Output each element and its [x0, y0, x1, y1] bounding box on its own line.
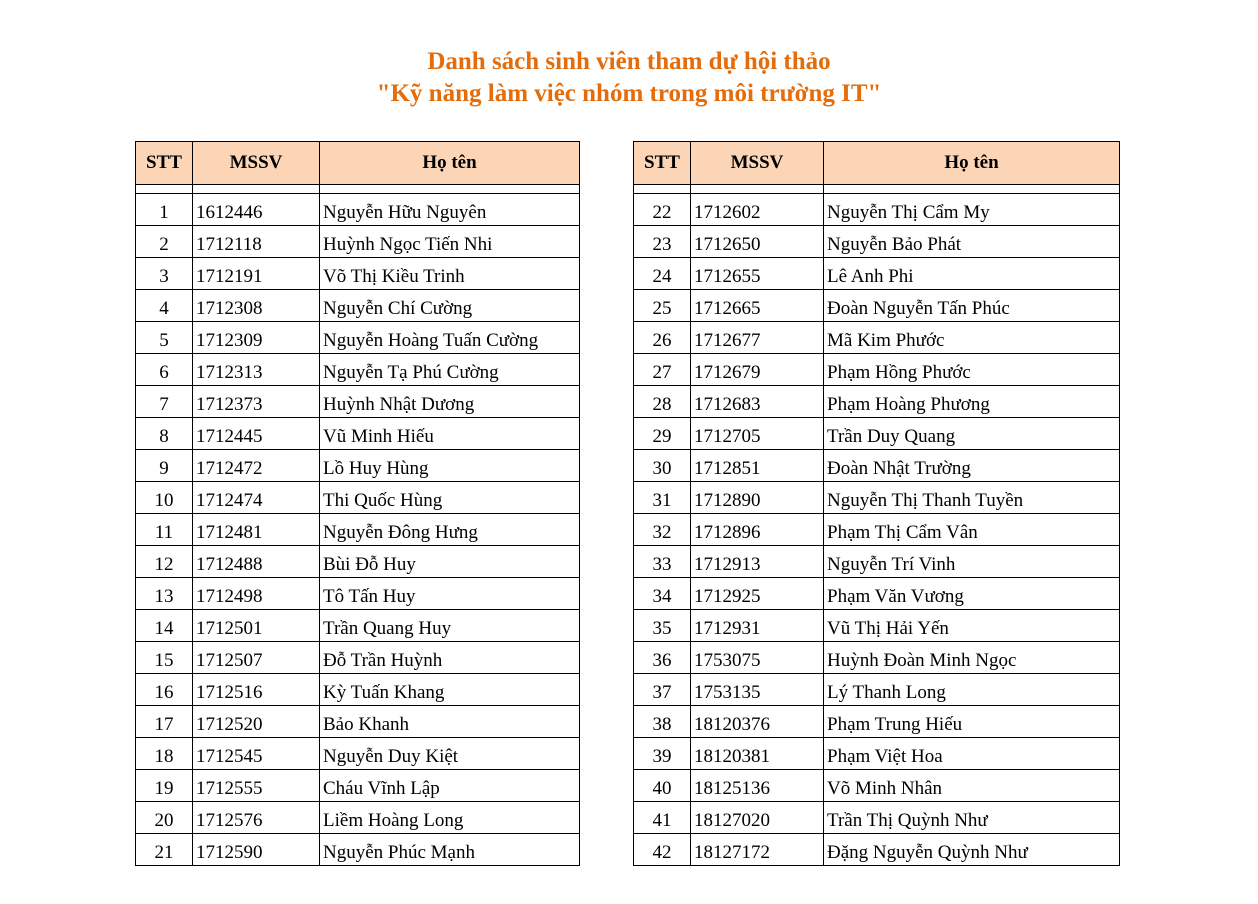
- cell-stt: 32: [634, 514, 691, 546]
- gap-cell: [691, 185, 824, 194]
- table-row: [136, 546, 580, 578]
- cell-mssv: 1712683: [691, 386, 824, 418]
- cell-mssv: 1712545: [193, 738, 320, 770]
- table-row: [136, 418, 580, 450]
- cell-stt: 29: [634, 418, 691, 450]
- cell-mssv: 18120376: [691, 706, 824, 738]
- cell-mssv: 1712481: [193, 514, 320, 546]
- cell-name: Trần Quang Huy: [320, 610, 580, 642]
- table-row: [634, 354, 1120, 386]
- cell-stt: 37: [634, 674, 691, 706]
- cell-name: Phạm Văn Vương: [824, 578, 1120, 610]
- table-row: [634, 322, 1120, 354]
- cell-name: Cháu Vĩnh Lập: [320, 770, 580, 802]
- cell-name: Huỳnh Ngọc Tiến Nhi: [320, 226, 580, 258]
- table-row: [136, 290, 580, 322]
- table-row: [634, 610, 1120, 642]
- table-row: [634, 706, 1120, 738]
- cell-mssv: 1712705: [691, 418, 824, 450]
- cell-name: Huỳnh Đoàn Minh Ngọc: [824, 642, 1120, 674]
- cell-mssv: 1712309: [193, 322, 320, 354]
- header-mssv: MSSV: [193, 142, 320, 185]
- cell-stt: 2: [136, 226, 193, 258]
- table-row: [136, 354, 580, 386]
- cell-name: Nguyễn Thị Thanh Tuyền: [824, 482, 1120, 514]
- cell-name: Võ Minh Nhân: [824, 770, 1120, 802]
- cell-mssv: 1612446: [193, 194, 320, 226]
- cell-name: Võ Thị Kiều Trinh: [320, 258, 580, 290]
- cell-stt: 41: [634, 802, 691, 834]
- cell-name: Vũ Thị Hải Yến: [824, 610, 1120, 642]
- cell-mssv: 1712576: [193, 802, 320, 834]
- cell-mssv: 1712677: [691, 322, 824, 354]
- gap-cell: [193, 185, 320, 194]
- table-body-left: [136, 185, 580, 866]
- cell-mssv: 1712890: [691, 482, 824, 514]
- cell-mssv: 1712308: [193, 290, 320, 322]
- header-name: Họ tên: [320, 142, 580, 185]
- cell-stt: 13: [136, 578, 193, 610]
- table-row: [634, 642, 1120, 674]
- cell-stt: 35: [634, 610, 691, 642]
- table-row: [634, 258, 1120, 290]
- table-row: [136, 674, 580, 706]
- table-row: [634, 226, 1120, 258]
- cell-stt: 22: [634, 194, 691, 226]
- header-gap-row: [136, 185, 580, 194]
- gap-cell: [634, 185, 691, 194]
- cell-stt: 21: [136, 834, 193, 866]
- cell-mssv: 1712913: [691, 546, 824, 578]
- cell-name: Bảo Khanh: [320, 706, 580, 738]
- cell-mssv: 1712498: [193, 578, 320, 610]
- table-row: [136, 642, 580, 674]
- cell-name: Vũ Minh Hiếu: [320, 418, 580, 450]
- cell-name: Nguyễn Thị Cẩm My: [824, 194, 1120, 226]
- cell-stt: 33: [634, 546, 691, 578]
- cell-stt: 10: [136, 482, 193, 514]
- table-row: [136, 386, 580, 418]
- cell-name: Nguyễn Tạ Phú Cường: [320, 354, 580, 386]
- cell-name: Đỗ Trần Huỳnh: [320, 642, 580, 674]
- cell-stt: 42: [634, 834, 691, 866]
- cell-name: Trần Thị Quỳnh Như: [824, 802, 1120, 834]
- table-row: [634, 450, 1120, 482]
- cell-name: Nguyễn Hữu Nguyên: [320, 194, 580, 226]
- cell-name: Thi Quốc Hùng: [320, 482, 580, 514]
- table-row: [634, 674, 1120, 706]
- header-gap-row: [634, 185, 1120, 194]
- cell-mssv: 1712191: [193, 258, 320, 290]
- cell-mssv: 1712650: [691, 226, 824, 258]
- header-stt: STT: [136, 142, 193, 185]
- cell-mssv: 1712373: [193, 386, 320, 418]
- table-row: [136, 738, 580, 770]
- gap-cell: [824, 185, 1120, 194]
- cell-mssv: 1712851: [691, 450, 824, 482]
- gap-cell: [136, 185, 193, 194]
- cell-name: Lý Thanh Long: [824, 674, 1120, 706]
- table-row: [634, 194, 1120, 226]
- cell-mssv: 1712488: [193, 546, 320, 578]
- cell-name: Lồ Huy Hùng: [320, 450, 580, 482]
- cell-name: Phạm Hồng Phước: [824, 354, 1120, 386]
- table-body-right: [634, 185, 1120, 866]
- table-row: [136, 802, 580, 834]
- cell-name: Nguyễn Phúc Mạnh: [320, 834, 580, 866]
- cell-stt: 8: [136, 418, 193, 450]
- table-row: [634, 482, 1120, 514]
- page-subtitle: "Kỹ năng làm việc nhóm trong môi trường IT": [376, 80, 882, 107]
- cell-stt: 34: [634, 578, 691, 610]
- cell-mssv: 1712896: [691, 514, 824, 546]
- cell-mssv: 1712925: [691, 578, 824, 610]
- table-row: [136, 706, 580, 738]
- cell-name: Nguyễn Duy Kiệt: [320, 738, 580, 770]
- cell-stt: 16: [136, 674, 193, 706]
- cell-stt: 36: [634, 642, 691, 674]
- cell-name: Nguyễn Đông Hưng: [320, 514, 580, 546]
- cell-mssv: 1712472: [193, 450, 320, 482]
- cell-name: Kỳ Tuấn Khang: [320, 674, 580, 706]
- cell-stt: 4: [136, 290, 193, 322]
- cell-stt: 5: [136, 322, 193, 354]
- cell-name: Đoàn Nhật Trường: [824, 450, 1120, 482]
- table-row: [634, 418, 1120, 450]
- cell-mssv: 18127020: [691, 802, 824, 834]
- cell-mssv: 18120381: [691, 738, 824, 770]
- cell-mssv: 1712555: [193, 770, 320, 802]
- cell-mssv: 1712313: [193, 354, 320, 386]
- cell-stt: 6: [136, 354, 193, 386]
- cell-name: Phạm Việt Hoa: [824, 738, 1120, 770]
- cell-stt: 19: [136, 770, 193, 802]
- table-row: [136, 610, 580, 642]
- table-row: [634, 738, 1120, 770]
- cell-stt: 27: [634, 354, 691, 386]
- table-row: [136, 770, 580, 802]
- header-name: Họ tên: [824, 142, 1120, 185]
- cell-mssv: 1712679: [691, 354, 824, 386]
- cell-name: Mã Kim Phước: [824, 322, 1120, 354]
- table-row: [136, 322, 580, 354]
- cell-name: Trần Duy Quang: [824, 418, 1120, 450]
- cell-mssv: 18125136: [691, 770, 824, 802]
- cell-name: Nguyễn Chí Cường: [320, 290, 580, 322]
- page-title: Danh sách sinh viên tham dự hội thảo: [427, 48, 831, 75]
- table-row: [136, 450, 580, 482]
- cell-mssv: 1712931: [691, 610, 824, 642]
- cell-mssv: 1712655: [691, 258, 824, 290]
- table-header-row: [136, 142, 580, 185]
- cell-stt: 24: [634, 258, 691, 290]
- cell-name: Nguyễn Hoàng Tuấn Cường: [320, 322, 580, 354]
- cell-name: Phạm Thị Cẩm Vân: [824, 514, 1120, 546]
- table-row: [634, 578, 1120, 610]
- cell-name: Phạm Trung Hiếu: [824, 706, 1120, 738]
- cell-name: Nguyễn Bảo Phát: [824, 226, 1120, 258]
- cell-stt: 17: [136, 706, 193, 738]
- cell-mssv: 1712507: [193, 642, 320, 674]
- cell-name: Liềm Hoàng Long: [320, 802, 580, 834]
- cell-name: Đặng Nguyễn Quỳnh Như: [824, 834, 1120, 866]
- cell-stt: 20: [136, 802, 193, 834]
- cell-mssv: 1712445: [193, 418, 320, 450]
- cell-mssv: 1712602: [691, 194, 824, 226]
- cell-stt: 38: [634, 706, 691, 738]
- cell-stt: 12: [136, 546, 193, 578]
- table-row: [136, 578, 580, 610]
- cell-mssv: 1753075: [691, 642, 824, 674]
- header-stt: STT: [634, 142, 691, 185]
- cell-mssv: 1712520: [193, 706, 320, 738]
- table-row: [634, 386, 1120, 418]
- cell-stt: 9: [136, 450, 193, 482]
- table-row: [136, 514, 580, 546]
- cell-stt: 25: [634, 290, 691, 322]
- table-row: [136, 194, 580, 226]
- cell-mssv: 1712501: [193, 610, 320, 642]
- table-row: [136, 226, 580, 258]
- cell-stt: 3: [136, 258, 193, 290]
- cell-stt: 18: [136, 738, 193, 770]
- table-row: [136, 258, 580, 290]
- table-row: [136, 834, 580, 866]
- table-row: [634, 770, 1120, 802]
- cell-name: Nguyễn Trí Vinh: [824, 546, 1120, 578]
- cell-name: Lê Anh Phi: [824, 258, 1120, 290]
- table-row: [634, 802, 1120, 834]
- cell-name: Tô Tấn Huy: [320, 578, 580, 610]
- gap-cell: [320, 185, 580, 194]
- cell-stt: 30: [634, 450, 691, 482]
- cell-mssv: 1712118: [193, 226, 320, 258]
- cell-stt: 26: [634, 322, 691, 354]
- cell-mssv: 1712665: [691, 290, 824, 322]
- cell-name: Đoàn Nguyễn Tấn Phúc: [824, 290, 1120, 322]
- cell-name: Bùi Đỗ Huy: [320, 546, 580, 578]
- cell-name: Phạm Hoàng Phương: [824, 386, 1120, 418]
- cell-stt: 7: [136, 386, 193, 418]
- cell-stt: 23: [634, 226, 691, 258]
- table-row: [136, 482, 580, 514]
- cell-stt: 15: [136, 642, 193, 674]
- cell-stt: 40: [634, 770, 691, 802]
- cell-name: Huỳnh Nhật Dương: [320, 386, 580, 418]
- student-table-right: [633, 141, 1120, 866]
- table-header-row: [634, 142, 1120, 185]
- table-row: [634, 514, 1120, 546]
- cell-mssv: 1712590: [193, 834, 320, 866]
- cell-stt: 11: [136, 514, 193, 546]
- cell-stt: 14: [136, 610, 193, 642]
- cell-stt: 1: [136, 194, 193, 226]
- cell-mssv: 1712516: [193, 674, 320, 706]
- table-row: [634, 290, 1120, 322]
- cell-mssv: 1753135: [691, 674, 824, 706]
- cell-mssv: 1712474: [193, 482, 320, 514]
- cell-stt: 28: [634, 386, 691, 418]
- cell-stt: 39: [634, 738, 691, 770]
- student-table-left: [135, 141, 580, 866]
- table-row: [634, 546, 1120, 578]
- table-row: [634, 834, 1120, 866]
- header-mssv: MSSV: [691, 142, 824, 185]
- cell-stt: 31: [634, 482, 691, 514]
- cell-mssv: 18127172: [691, 834, 824, 866]
